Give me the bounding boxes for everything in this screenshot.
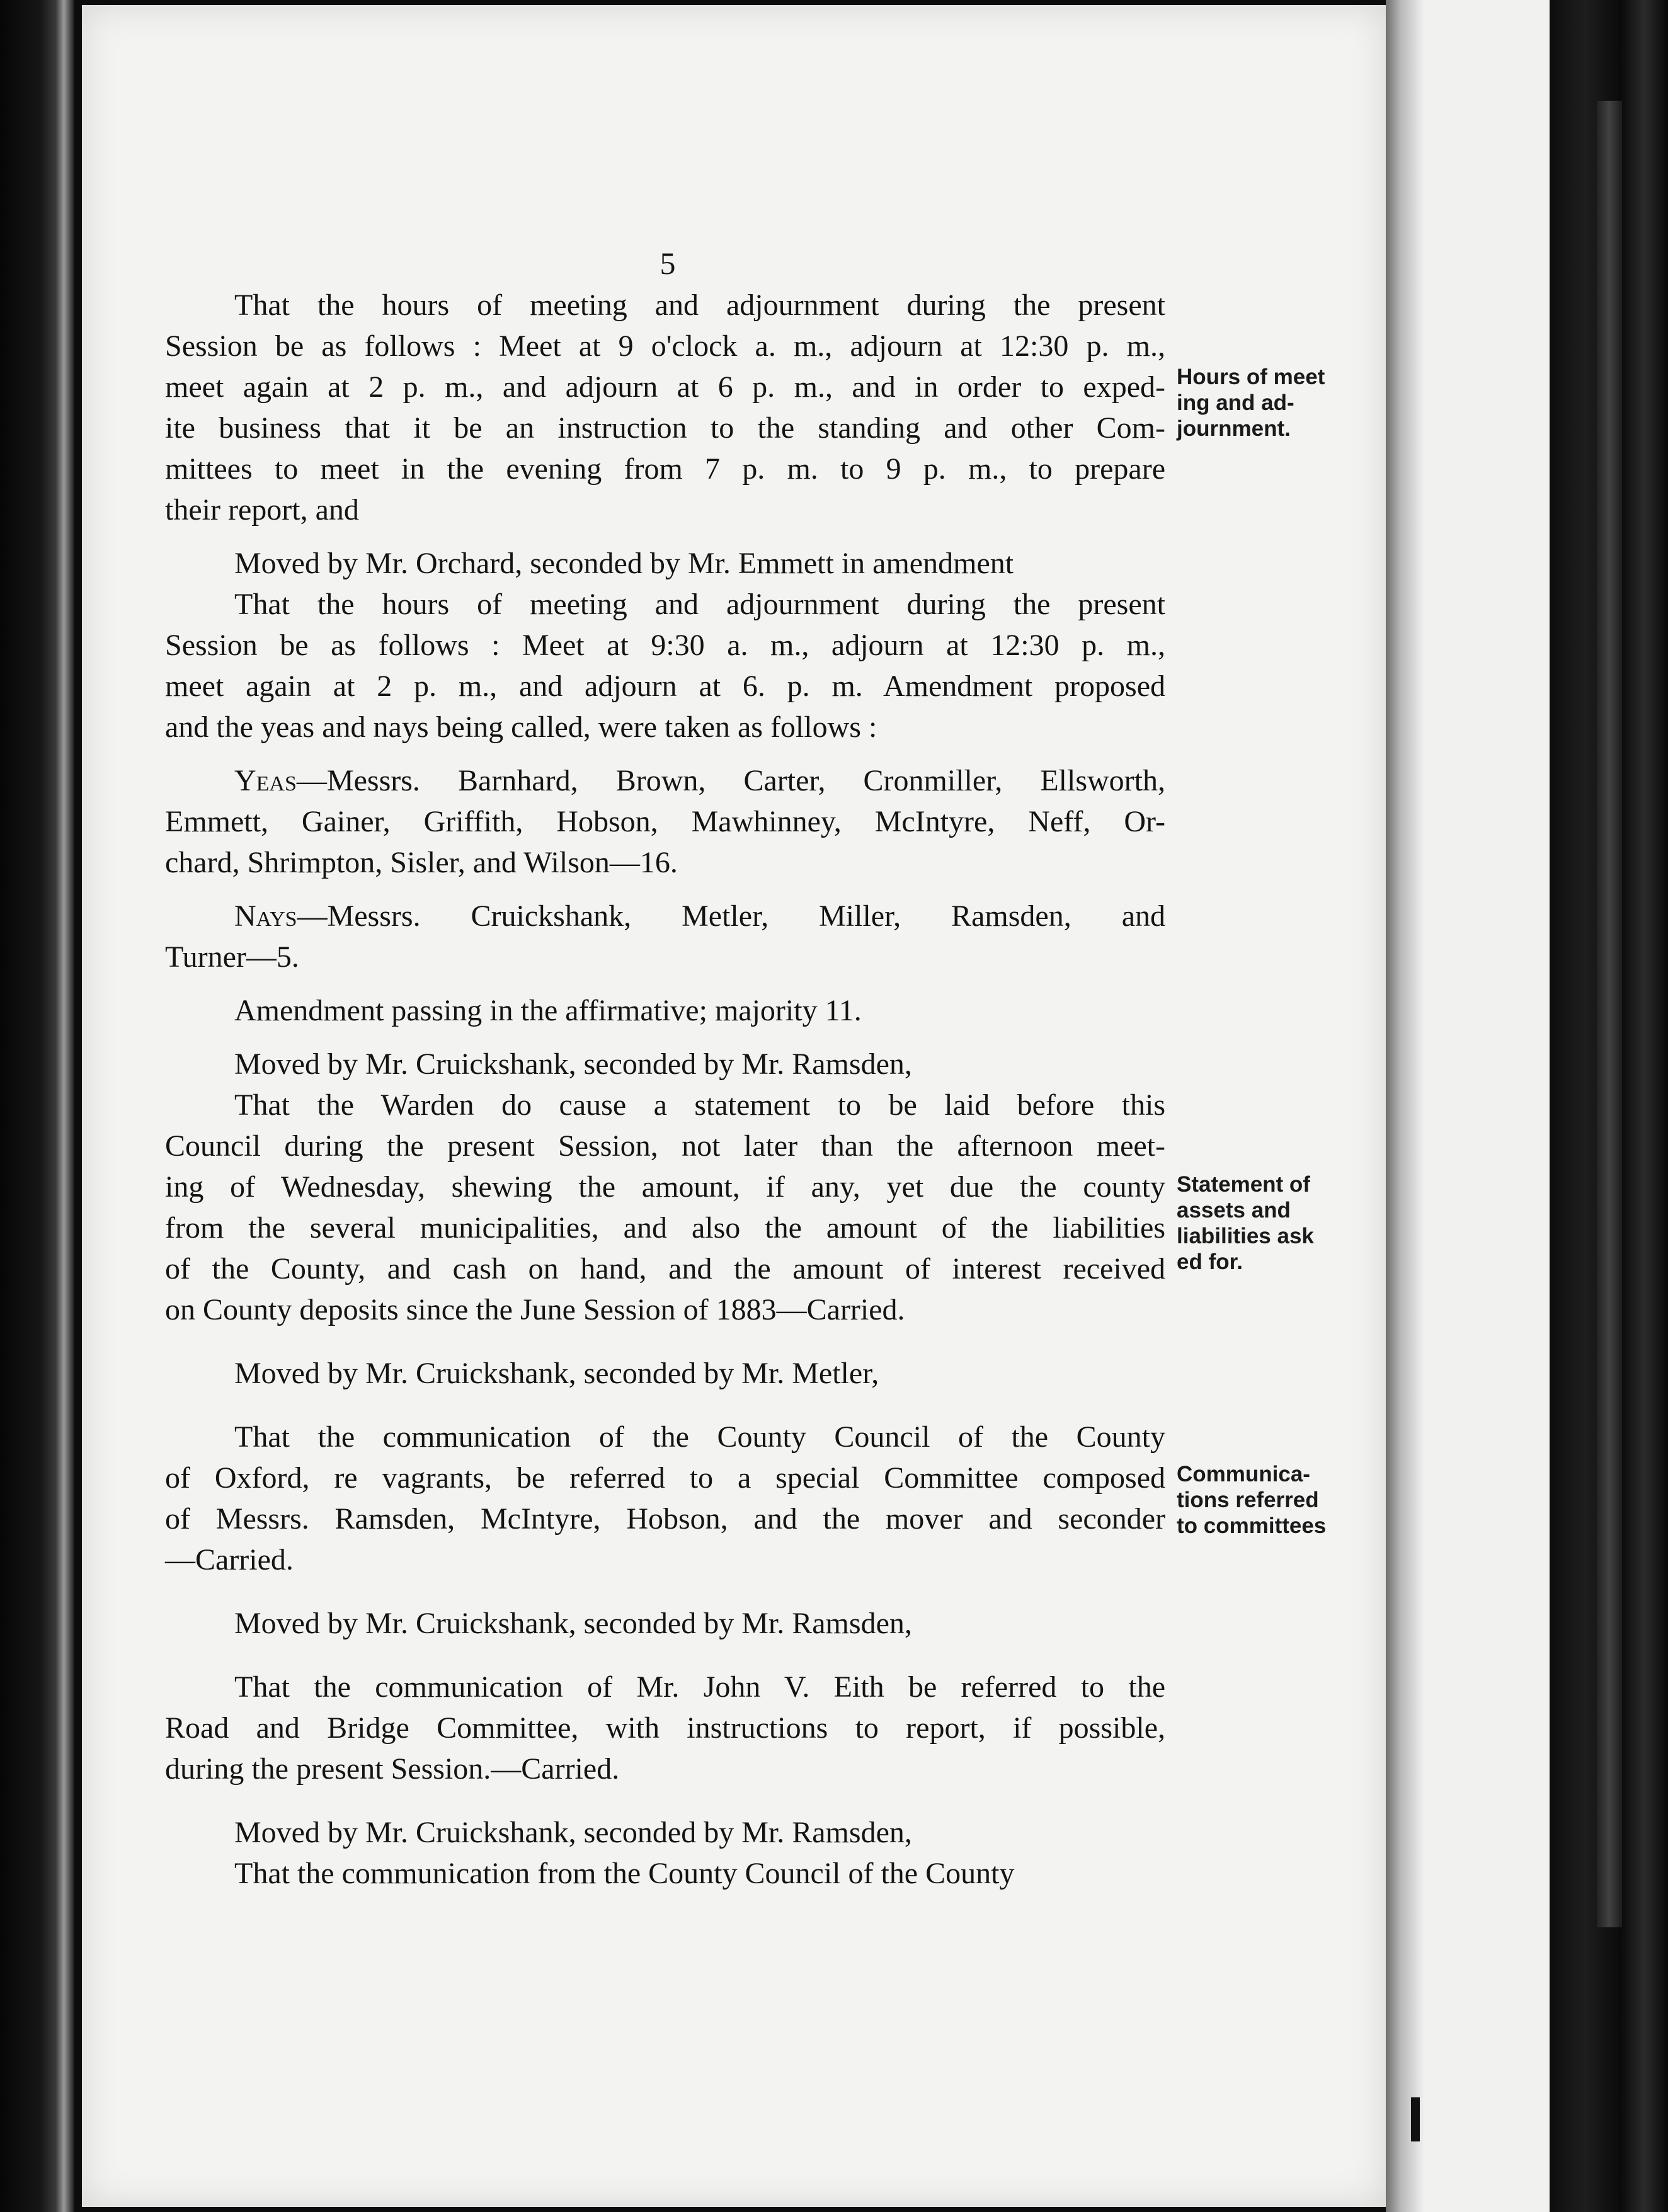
text-line: Amendment passing in the affirmative; majority 11.	[234, 994, 862, 1027]
motion-paragraph	[165, 1353, 1165, 1394]
margin-note-line: ed for.	[1177, 1250, 1243, 1274]
margin-note-line: ing and ad-	[1177, 391, 1294, 415]
text-line: ite business that it be an instruction to the standing and other Com-	[165, 411, 1165, 445]
margin-note-statement	[1177, 1172, 1366, 1275]
yeas-label: Yeas	[234, 764, 297, 797]
motion-paragraph	[165, 1044, 1165, 1085]
text-line: chard, Shrimpton, Sisler, and Wilson—16.	[165, 846, 678, 879]
margin-note-line: to committees	[1177, 1514, 1327, 1538]
text-line: Moved by Mr. Orchard, seconded by Mr. Emmett in amendment	[234, 547, 1014, 580]
margin-note-hours	[1177, 364, 1366, 442]
text-line: of the County, and cash on hand, and the amount of interest received	[165, 1252, 1165, 1286]
page-fold-shadow	[1386, 0, 1424, 2212]
text-line: That the communication of Mr. John V. Eith be referred to the	[234, 1670, 1165, 1704]
text-line: on County deposits since the June Session of 1883—Carried.	[165, 1293, 905, 1326]
nays-paragraph	[165, 896, 1165, 978]
text-line: Moved by Mr. Cruickshank, seconded by Mr. Ramsden,	[234, 1816, 912, 1849]
amendment-paragraph	[165, 584, 1165, 748]
margin-note-line: assets and	[1177, 1198, 1291, 1223]
text-line: of Oxford, re vagrants, be referred to a special Committee composed	[165, 1461, 1165, 1495]
text-line: meet again at 2 p. m., and adjourn at 6 p. m., and in order to exped-	[165, 370, 1165, 404]
margin-note-line: tions referred	[1177, 1488, 1319, 1512]
margin-note-line: Hours of meet	[1177, 365, 1325, 389]
text-line: Moved by Mr. Cruickshank, seconded by Mr. Ramsden,	[234, 1607, 912, 1640]
yeas-names: —Messrs. Barnhard, Brown, Carter, Cronmiller, Ellsworth,	[296, 764, 1165, 797]
text-line: That the Warden do cause a statement to be laid before this	[234, 1088, 1165, 1122]
text-line: their report, and	[165, 493, 359, 527]
text-line: ing of Wednesday, shewing the amount, if any, yet due the county	[165, 1170, 1165, 1204]
main-text	[165, 285, 1165, 1894]
text-line: meet again at 2 p. m., and adjourn at 6. p. m. Amendment proposed	[165, 670, 1165, 703]
text-line: That the communication from the County Council of the County	[234, 1857, 1015, 1890]
text-line: and the yeas and nays being called, were taken as follows :	[165, 710, 877, 744]
page-number: 5	[660, 246, 676, 281]
text-line	[165, 896, 1165, 937]
nays-names: —Messrs. Cruickshank, Metler, Miller, Ramsden, and	[297, 899, 1165, 933]
resolution-hours-paragraph	[165, 285, 1165, 530]
text-line: Council during the present Session, not later than the afternoon meet-	[165, 1129, 1165, 1163]
text-line: That the communication of the County Council of the County	[234, 1420, 1165, 1454]
eith-communication-paragraph	[165, 1667, 1165, 1789]
yeas-paragraph	[165, 760, 1165, 883]
text-line: of Messrs. Ramsden, McIntyre, Hobson, and the mover and seconder	[165, 1502, 1165, 1536]
text-line: That the hours of meeting and adjournment during the present	[234, 588, 1165, 621]
margin-note-line: Statement of	[1177, 1172, 1310, 1197]
nays-label: Nays	[234, 899, 297, 933]
margin-note-line: journment.	[1177, 416, 1291, 441]
motion-paragraph	[165, 1812, 1165, 1853]
margin-note-line: Communica-	[1177, 1462, 1310, 1486]
margin-note-line: liabilities ask	[1177, 1224, 1314, 1248]
text-line: Turner—5.	[165, 940, 299, 974]
text-line: Moved by Mr. Cruickshank, seconded by Mr. Metler,	[234, 1357, 879, 1390]
motion-paragraph	[165, 543, 1165, 584]
text-line: Moved by Mr. Cruickshank, seconded by Mr. Ramsden,	[234, 1047, 912, 1081]
text-line: during the present Session.—Carried.	[165, 1752, 620, 1786]
text-line: —Carried.	[165, 1543, 294, 1576]
text-line: Session be as follows : Meet at 9 o'clock a. m., adjourn at 12:30 p. m.,	[165, 329, 1165, 363]
left-book-edge	[0, 0, 74, 2212]
margin-note-communications	[1177, 1461, 1366, 1539]
motion-paragraph	[165, 1603, 1165, 1644]
page-corner-mark	[1411, 2097, 1420, 2141]
margin-strip	[1424, 0, 1550, 2212]
text-line: Session be as follows : Meet at 9:30 a. m., adjourn at 12:30 p. m.,	[165, 629, 1165, 662]
county-communication-paragraph	[165, 1853, 1165, 1894]
text-line	[165, 760, 1165, 801]
statement-paragraph	[165, 1085, 1165, 1330]
result-paragraph	[165, 990, 1165, 1031]
text-line: That the hours of meeting and adjournment during the present	[234, 288, 1165, 322]
spine-highlight	[1597, 101, 1622, 1927]
text-line: mittees to meet in the evening from 7 p. m. to 9 p. m., to prepare	[165, 452, 1165, 486]
oxford-communication-paragraph	[165, 1417, 1165, 1580]
text-line: from the several municipalities, and also the amount of the liabilities	[165, 1211, 1165, 1245]
text-line: Emmett, Gainer, Griffith, Hobson, Mawhinney, McIntyre, Neff, Or-	[165, 805, 1165, 838]
text-line: Road and Bridge Committee, with instructions to report, if possible,	[165, 1711, 1165, 1745]
